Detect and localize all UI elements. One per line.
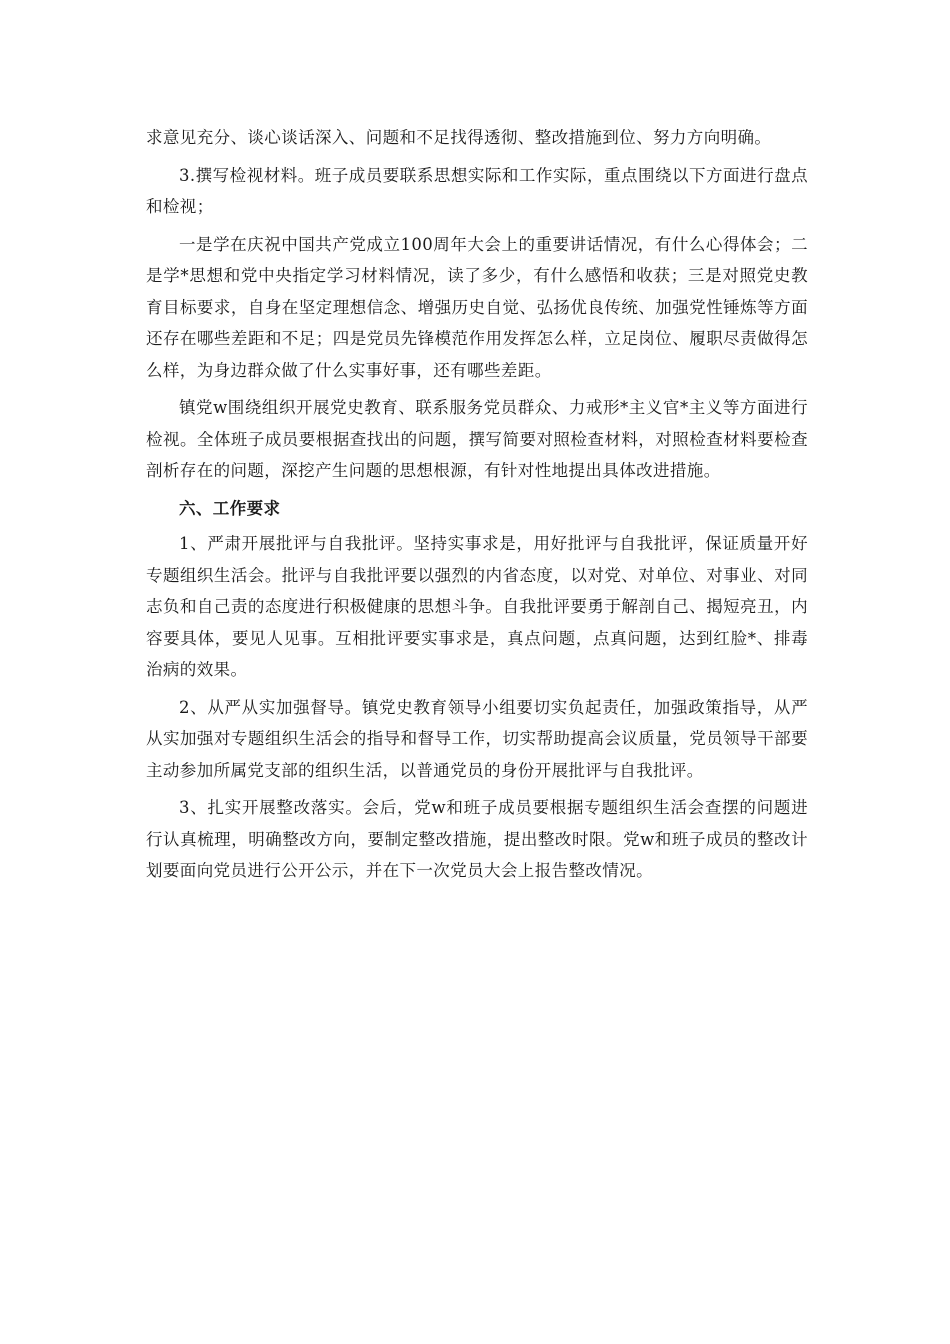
paragraph-requirement-2: 2、从严从实加强督导。镇党史教育领导小组要切实负起责任，加强政策指导，从严从实加强对专题组织生活会的指导和督导工作，切实帮助提高会议质量，党员领导干部要主动参加所属党支部的组织生活，以普通党员的身份开展批评与自我批评。 xyxy=(146,697,808,780)
paragraph-party-committee-review: 镇党w围绕组织开展党史教育、联系服务党员群众、力戒形*主义官*主义等方面进行检视。全体班子成员要根据查找出的问题，撰写简要对照检查材料，对照检查材料要检查剖析存在的问题，深挖产生问题的思想根源，有针对性地提出具体改进措施。 xyxy=(146,398,808,480)
paragraph-continuation: 求意见充分、谈心谈话深入、问题和不足找得透彻、整改措施到位、努力方向明确。 xyxy=(146,128,772,147)
section-heading-work-requirements: 六、工作要求 xyxy=(179,498,281,518)
document-body xyxy=(146,122,808,893)
paragraph-requirement-1: 1、严肃开展批评与自我批评。坚持实事求是，用好批评与自我批评，保证质量开好专题组织生活会。批评与自我批评要以强烈的内省态度，以对党、对单位、对事业、对同志负和自己责的态度进行积极健康的思想斗争。自我批评要勇于解剖自己、揭短亮丑，内容要具体，要见人见事。互相批评要实事求是，真点问题，点真问题，达到红脸*、排毒治病的效果。 xyxy=(146,534,808,679)
paragraph-requirement-3: 3、扎实开展整改落实。会后，党w和班子成员要根据专题组织生活会查摆的问题进行认真梳理，明确整改方向，要制定整改措施，提出整改时限。党w和班子成员的整改计划要面向党员进行公开公示，并在下一次党员大会上报告整改情况。 xyxy=(146,798,808,880)
paragraph-review-points: 一是学在庆祝中国共产党成立100周年大会上的重要讲话情况，有什么心得体会；二是学*思想和党中央指定学习材料情况，读了多少，有什么感悟和收获；三是对照党史教育目标要求，自身在坚定理想信念、增强历史自觉、弘扬优良传统、加强党性锤炼等方面还存在哪些差距和不足；四是党员先锋模范作用发挥怎么样，立足岗位、履职尽责做得怎么样，为身边群众做了什么实事好事，还有哪些差距。 xyxy=(146,234,808,380)
paragraph-write-review-material: 3.撰写检视材料。班子成员要联系思想实际和工作实际，重点围绕以下方面进行盘点和检视； xyxy=(146,165,808,216)
